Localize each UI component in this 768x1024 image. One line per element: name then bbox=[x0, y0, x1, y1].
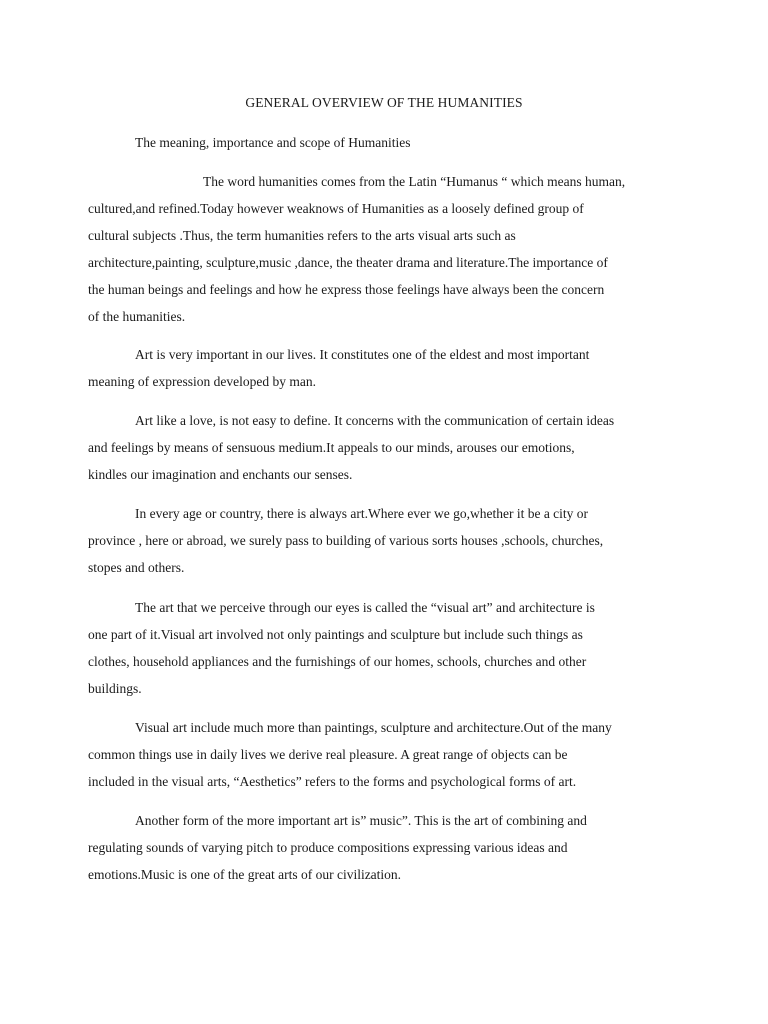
paragraph-line: Visual art include much more than paintings, sculpture and architecture.Out of the many bbox=[135, 720, 612, 735]
paragraph-line: The art that we perceive through our eyes is called the “visual art” and architecture is bbox=[135, 600, 595, 615]
paragraph-1 bbox=[88, 168, 678, 330]
paragraph-5 bbox=[88, 594, 678, 702]
paragraph-4 bbox=[88, 500, 678, 581]
paragraph-line: meaning of expression developed by man. bbox=[88, 374, 316, 389]
paragraph-6 bbox=[88, 714, 678, 795]
paragraph-line: Another form of the more important art is” music”. This is the art of combining and bbox=[135, 813, 587, 828]
paragraph-2 bbox=[88, 341, 678, 395]
paragraph-line: kindles our imagination and enchants our senses. bbox=[88, 467, 353, 482]
paragraph-line: buildings. bbox=[88, 681, 142, 696]
paragraph-7 bbox=[88, 807, 678, 888]
paragraph-line: included in the visual arts, “Aesthetics” refers to the forms and psychological forms of art. bbox=[88, 774, 577, 789]
paragraph-line: of the humanities. bbox=[88, 309, 186, 324]
paragraph-line: common things use in daily lives we derive real pleasure. A great range of objects can be bbox=[88, 747, 568, 762]
document-title: GENERAL OVERVIEW OF THE HUMANITIES bbox=[245, 95, 523, 110]
paragraph-line: The word humanities comes from the Latin “Humanus “ which means human, bbox=[203, 174, 626, 189]
document-subtitle: The meaning, importance and scope of Humanities bbox=[135, 135, 411, 150]
paragraph-line: stopes and others. bbox=[88, 560, 185, 575]
paragraph-line: cultured,and refined.Today however weaknows of Humanities as a loosely defined group of bbox=[88, 201, 584, 216]
paragraph-3 bbox=[88, 407, 678, 488]
paragraph-line: cultural subjects .Thus, the term humanities refers to the arts visual arts such as bbox=[88, 228, 516, 243]
paragraph-line: the human beings and feelings and how he express those feelings have always been the concern bbox=[88, 282, 605, 297]
paragraph-line: architecture,painting, sculpture,music ,dance, the theater drama and literature.The importance of bbox=[88, 255, 608, 270]
paragraph-line: Art is very important in our lives. It constitutes one of the eldest and most important bbox=[135, 347, 590, 362]
paragraph-line: regulating sounds of varying pitch to produce compositions expressing various ideas and bbox=[88, 840, 568, 855]
paragraph-line: In every age or country, there is always art.Where ever we go,whether it be a city or bbox=[135, 506, 589, 521]
paragraph-line: province , here or abroad, we surely pass to building of various sorts houses ,schools, churches, bbox=[88, 533, 604, 548]
paragraph-line: Art like a love, is not easy to define. It concerns with the communication of certain ideas bbox=[135, 413, 615, 428]
paragraph-line: clothes, household appliances and the furnishings of our homes, schools, churches and other bbox=[88, 654, 587, 669]
paragraph-line: and feelings by means of sensuous medium.It appeals to our minds, arouses our emotions, bbox=[88, 440, 575, 455]
paragraph-line: emotions.Music is one of the great arts of our civilization. bbox=[88, 867, 402, 882]
paragraph-line: one part of it.Visual art involved not only paintings and sculpture but include such things as bbox=[88, 627, 583, 642]
